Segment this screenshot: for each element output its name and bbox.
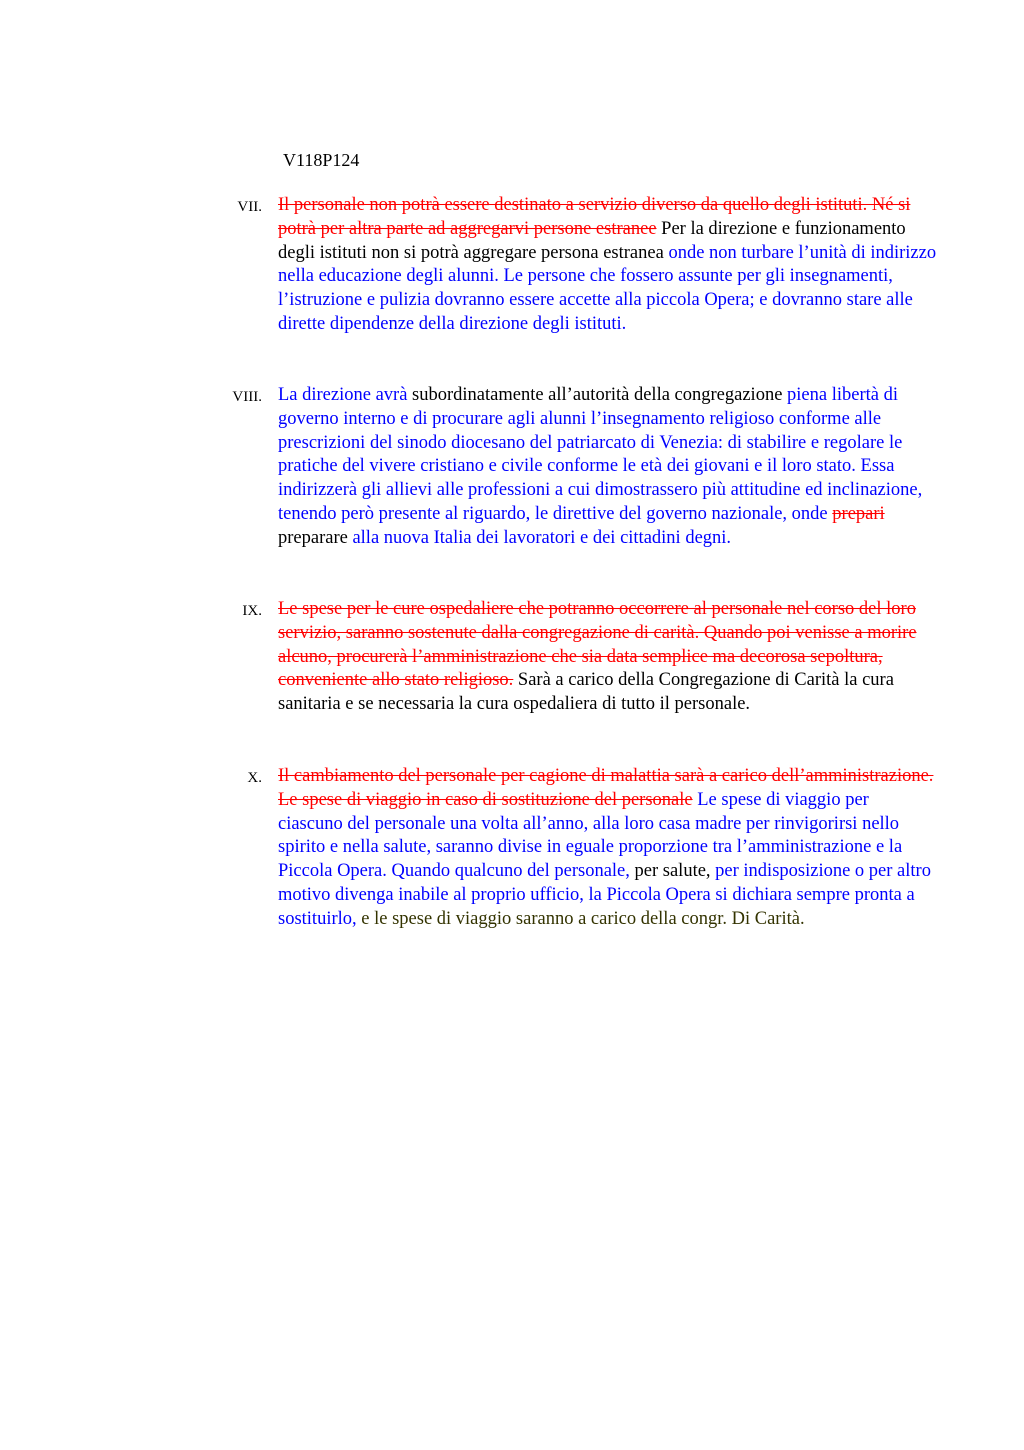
article-ix — [242, 598, 938, 717]
article-vii — [237, 194, 938, 337]
article-body — [278, 598, 938, 717]
plain-text: preparare — [278, 527, 353, 548]
inserted-text: La direzione avrà — [278, 385, 413, 405]
document-id: V118P124 — [283, 150, 360, 170]
article-number: IX. — [242, 603, 262, 619]
article-number: VII. — [237, 199, 262, 215]
inserted-text-olive: e le spese di viaggio saranno a carico della congr. Di Carità. — [356, 908, 805, 929]
article-body — [278, 765, 938, 932]
inserted-text: onde non turbare l’unità di indirizzo nella educazione degli alunni. Le persone che fossero assunte per gli insegnamenti, l’istruzione e pulizia dovranno essere accette alla piccola Opera; e dovranno stare alle dirette dipendenze della direzione degli istituti. — [278, 242, 937, 334]
plain-text: per salute, — [629, 861, 716, 882]
inserted-text: alla nuova Italia dei lavoratori e dei cittadini degni. — [352, 527, 732, 548]
inserted-text: piena libertà di governo interno e di procurare agli alunni l’insegnamento religioso conforme alle prescrizioni del sinodo diocesano del patriarcato di Venezia: di stabilire e regolare le pratiche del vivere cristiano e civile conforme le età dei giovani e il loro stato. Essa indirizzerà gli allievi alle professioni a cui dimostrassero più attitudine ed inclinazione, tenendo però presente al riguardo, le direttive del governo nazionale, onde — [278, 385, 923, 524]
article-viii — [232, 384, 938, 551]
article-number: VIII. — [232, 389, 262, 405]
plain-text: Sarà a carico della Congregazione di Carità la cura sanitaria e se necessaria la cura ospedaliera di tutto il personale. — [278, 670, 894, 715]
article-number: X. — [247, 770, 262, 786]
deleted-text: Le spese per le cure ospedaliere che potranno occorrere al personale nel corso del loro servizio, saranno sostenute dalla congregazione di carità. Quando poi venisse a morire alcuno, procurerà l’amministrazione che sia data semplice ma decorosa sepoltura, conveniente allo stato religioso. — [278, 599, 917, 691]
deleted-text: prepari — [832, 503, 885, 524]
deleted-text: Il personale non potrà essere destinato a servizio diverso da quello degli istituti. Né si potrà per altra parte ad aggregarvi persone estranee — [278, 195, 911, 239]
deleted-text: Il cambiamento del personale per cagione di malattia sarà a carico dell’amministrazione. Le spese di viaggio in caso di sostituzione del personale — [278, 766, 934, 810]
article-body — [278, 194, 938, 337]
plain-text: Per la direzione e funzionamento degli istituti non si potrà aggregare persona estranea — [278, 218, 906, 263]
article-x — [247, 765, 938, 932]
inserted-text: per indisposizione o per altro motivo divenga inabile al proprio ufficio, la Piccola Opera si dichiara sempre pronta a sostituirlo, — [278, 861, 931, 929]
inserted-text: Le spese di viaggio per ciascuno del personale una volta all’anno, alla loro casa madre per rinvigorirsi nello spirito e nella salute, saranno divise in eguale proporzione tra l’amministrazione e la Piccola Opera. Quando qualcuno del personale, — [278, 789, 903, 882]
plain-text: subordinatamente all’autorità della congregazione — [412, 385, 788, 405]
article-body — [278, 384, 938, 551]
